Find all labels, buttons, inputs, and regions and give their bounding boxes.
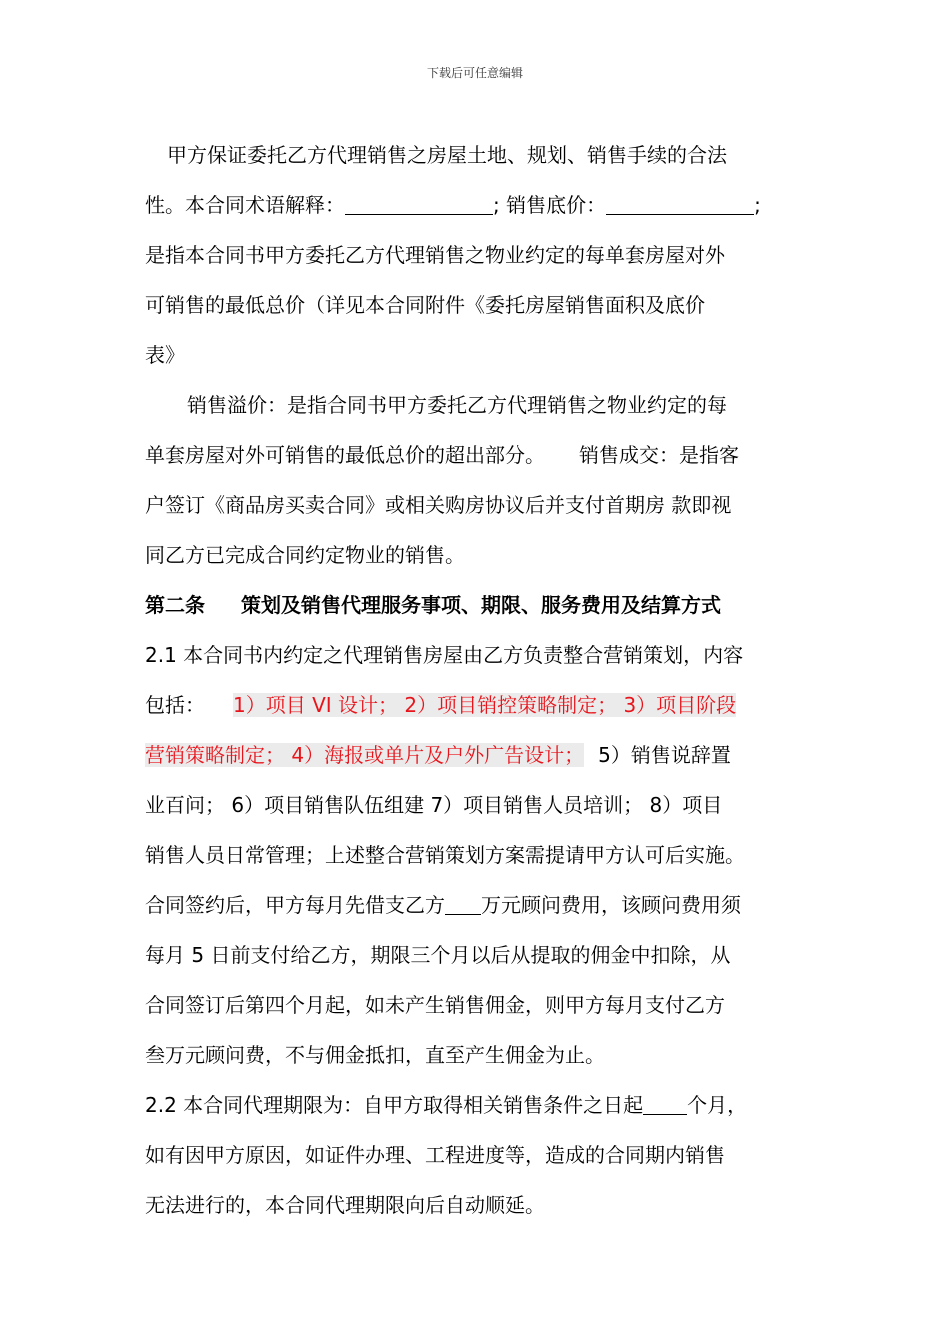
paragraph-line: 业百问； 6）项目销售队伍组建 7）项目销售人员培训； 8）项目 [145, 793, 723, 817]
paragraph-line: 叁万元顾问费，不与佣金抵扣，直至产生佣金为止。 [145, 1043, 605, 1067]
paragraph-line [145, 680, 810, 730]
paragraph-line [145, 180, 810, 230]
fill-blank [606, 198, 754, 215]
paragraph-line [145, 1080, 810, 1130]
fill-blank [445, 898, 481, 915]
text: 2.2 本合同代理期限为：自甲方取得相关销售条件之日起 [145, 1093, 644, 1117]
paragraph-line: 同乙方已完成合同约定物业的销售。 [145, 543, 465, 567]
text: 单套房屋对外可销售的最低总价的超出部分。 [145, 443, 545, 467]
text: 5）销售说辞置 [598, 743, 731, 767]
paragraph-line: 合同签订后第四个月起，如未产生销售佣金，则甲方每月支付乙方 [145, 993, 725, 1017]
paragraph-line [145, 730, 810, 780]
text: ; [754, 193, 761, 217]
paragraph-line: 可销售的最低总价（详见本合同附件《委托房屋销售面积及底价 [145, 293, 705, 317]
paragraph-line [145, 880, 810, 930]
paragraph-line: 销售人员日常管理；上述整合营销策划方案需提请甲方认可后实施。 [145, 843, 745, 867]
page-header: 下载后可任意编辑 [426, 66, 523, 80]
paragraph-line: 每月 5 日前支付给乙方，期限三个月以后从提取的佣金中扣除，从 [145, 943, 731, 967]
paragraph-line: 如有因甲方原因，如证件办理、工程进度等，造成的合同期内销售 [145, 1143, 725, 1167]
text: 万元顾问费用，该顾问费用须 [481, 893, 741, 917]
section-heading [145, 580, 810, 630]
highlighted-text: 1）项目 VI 设计； 2）项目销控策略制定； 3）项目阶段 [233, 693, 737, 717]
paragraph-line: 甲方保证委托乙方代理销售之房屋土地、规划、销售手续的合法 [167, 143, 727, 167]
text: ; 销售底价： [493, 193, 607, 217]
section-number: 第二条 [145, 593, 205, 617]
document-body [145, 130, 810, 1230]
paragraph-line: 户签订《商品房买卖合同》或相关购房协议后并支付首期房 款即视 [145, 493, 732, 517]
fill-blank [643, 1098, 687, 1115]
paragraph-line: 2.1 本合同书内约定之代理销售房屋由乙方负责整合营销策划，内容 [145, 643, 744, 667]
paragraph-line [145, 430, 810, 480]
text: 销售成交：是指客 [579, 443, 739, 467]
text: 合同签约后，甲方每月先借支乙方 [145, 893, 445, 917]
fill-blank [345, 198, 493, 215]
text: 性。本合同术语解释： [145, 193, 345, 217]
highlighted-text: 营销策略制定； 4）海报或单片及户外广告设计； [145, 743, 585, 767]
section-title: 策划及销售代理服务事项、期限、服务费用及结算方式 [241, 593, 721, 617]
paragraph-line: 无法进行的，本合同代理期限向后自动顺延。 [145, 1193, 545, 1217]
paragraph-line: 是指本合同书甲方委托乙方代理销售之物业约定的每单套房屋对外 [145, 243, 725, 267]
text: 个月， [687, 1093, 748, 1117]
text: 包括： [145, 693, 205, 717]
paragraph-line: 销售溢价：是指合同书甲方委托乙方代理销售之物业约定的每 [187, 393, 727, 417]
paragraph-line: 表》 [145, 343, 185, 367]
